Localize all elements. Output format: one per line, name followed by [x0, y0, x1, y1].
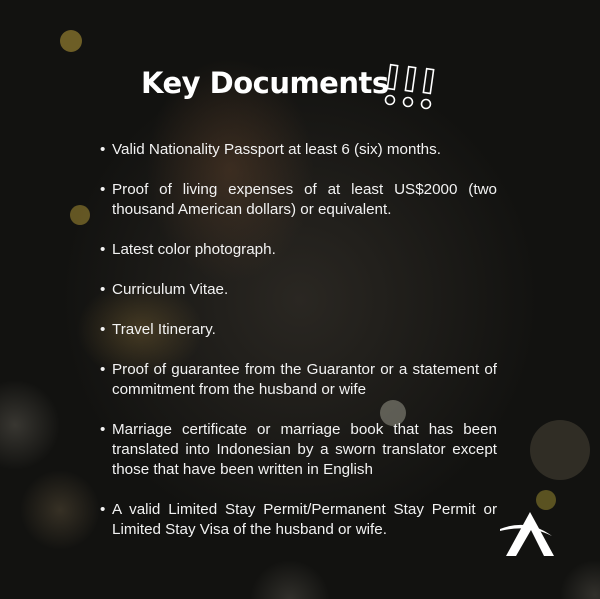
- bullet: •: [100, 241, 106, 258]
- list-item: [100, 280, 497, 300]
- item-text: Proof of guarantee from the Guarantor or a statement of commitment from the husband or wife: [112, 361, 497, 398]
- list-item: [100, 500, 497, 540]
- page-title: Key Documents: [141, 66, 389, 100]
- item-text: Valid Nationality Passport at least 6 (six) months.: [112, 141, 441, 158]
- bullet: •: [100, 421, 106, 438]
- list-item: [100, 240, 497, 260]
- bokeh-light: [70, 205, 90, 225]
- brand-logo-icon: [500, 508, 560, 560]
- exclamation-icon: [383, 62, 447, 110]
- list-item: [100, 180, 497, 220]
- bullet: •: [100, 321, 106, 338]
- bullet: •: [100, 361, 106, 378]
- bullet: •: [100, 141, 106, 158]
- item-text: Travel Itinerary.: [112, 321, 216, 338]
- item-text: Curriculum Vitae.: [112, 281, 229, 298]
- item-text: Proof of living expenses of at least US$2000 (two thousand American dollars) or equivalent.: [112, 181, 497, 218]
- bullet: •: [100, 501, 106, 518]
- item-text: A valid Limited Stay Permit/Permanent Stay Permit or Limited Stay Visa of the husband or wife.: [112, 501, 497, 538]
- bullet: •: [100, 281, 106, 298]
- list-item: [100, 320, 497, 340]
- bokeh-light: [530, 420, 590, 480]
- bokeh-light: [60, 30, 82, 52]
- item-text: Latest color photograph.: [112, 241, 276, 258]
- list-item: [100, 420, 497, 480]
- item-text: Marriage certificate or marriage book that has been translated into Indonesian by a sworn translator except those that have been written in English: [112, 421, 497, 478]
- list-item: [100, 360, 497, 400]
- bokeh-light: [536, 490, 556, 510]
- bullet: •: [100, 181, 106, 198]
- list-item: [100, 140, 497, 160]
- document-list: [100, 140, 497, 540]
